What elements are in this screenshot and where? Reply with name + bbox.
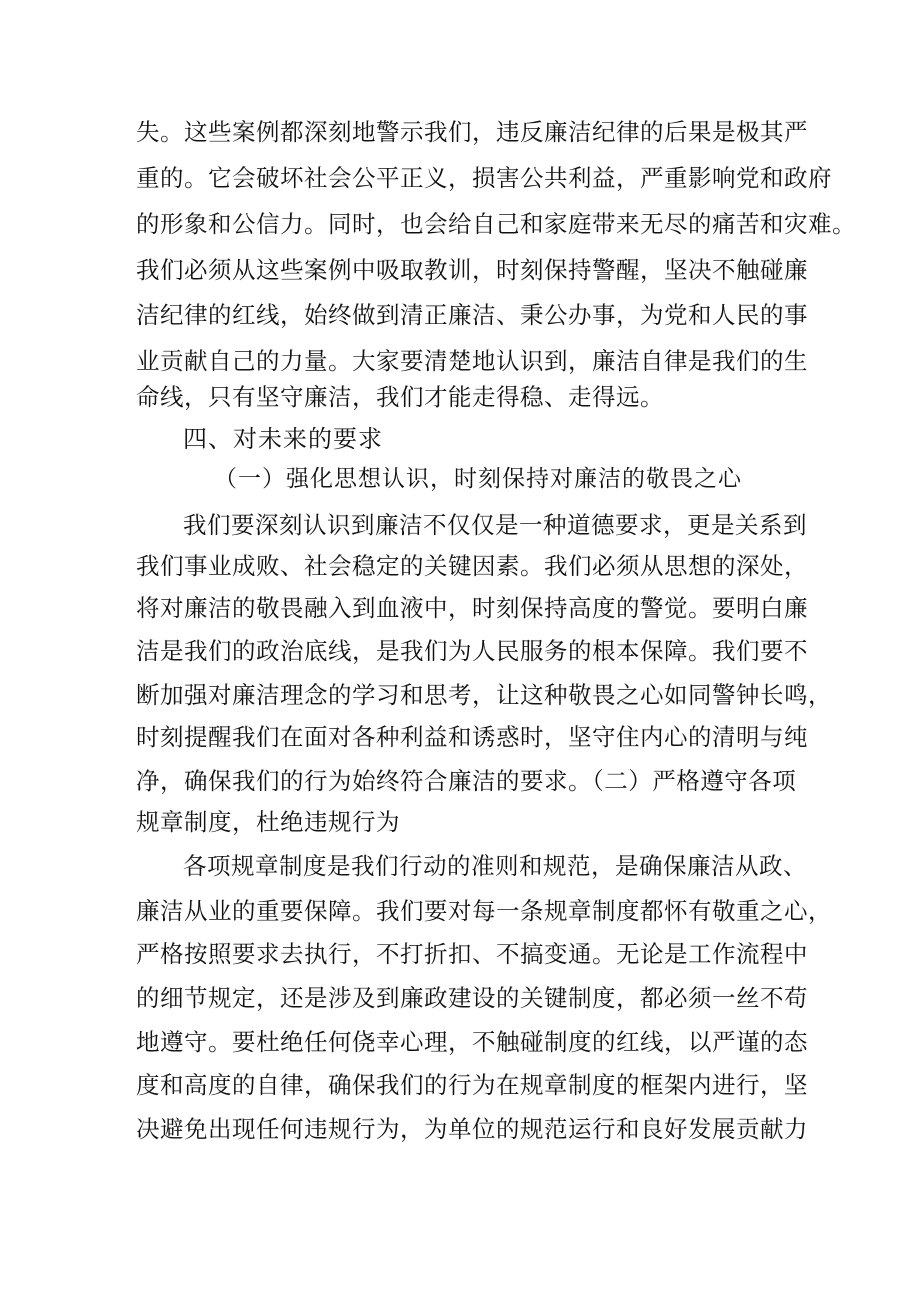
- text-line: 规章制度，杜绝违规行为: [136, 808, 400, 836]
- text-line: 廉洁从业的重要保障。我们要对每一条规章制度都怀有敬重之心，: [136, 897, 832, 925]
- text-line: 我们事业成败、社会稳定的关键因素。我们必须从思想的深处，: [136, 552, 808, 580]
- text-line: 地遵守。要杜绝任何侥幸心理，不触碰制度的红线，以严谨的态: [136, 1028, 808, 1056]
- text-line: 失。这些案例都深刻地警示我们，违反廉洁纪律的后果是极其严: [136, 118, 808, 146]
- text-line: 我们必须从这些案例中吸取教训，时刻保持警醒，坚决不触碰廉: [136, 256, 808, 284]
- text-line: 命线，只有坚守廉洁，我们才能走得稳、走得远。: [136, 383, 664, 411]
- text-line: 洁是我们的政治底线，是我们为人民服务的根本保障。我们要不: [136, 637, 808, 665]
- text-line: 我们要深刻认识到廉洁不仅仅是一种道德要求，更是关系到: [183, 511, 807, 539]
- text-line: 严格按照要求去执行，不打折扣、不搞变通。无论是工作流程中: [136, 940, 808, 968]
- text-line: 度和高度的自律，确保我们的行为在规章制度的框架内进行，坚: [136, 1071, 808, 1099]
- text-line: 重的。它会破坏社会公平正义，损害公共利益，严重影响党和政府: [136, 164, 832, 192]
- text-line: 业贡献自己的力量。大家要清楚地认识到，廉洁自律是我们的生: [136, 347, 808, 375]
- text-line: 时刻提醒我们在面对各种利益和诱惑时，坚守住内心的清明与纯: [136, 723, 808, 751]
- text-line: 净，确保我们的行为始终符合廉洁的要求。（二）严格遵守各项: [136, 767, 797, 795]
- text-line: 将对廉洁的敬畏融入到血液中，时刻保持高度的警觉。要明白廉: [136, 594, 808, 622]
- subsection-heading: （一）强化思想认识，时刻保持对廉洁的敬畏之心: [214, 466, 742, 492]
- text-line: 断加强对廉洁理念的学习和思考，让这种敬畏之心如同警钟长鸣，: [136, 681, 832, 709]
- text-line: 决避免出现任何违规行为，为单位的规范运行和良好发展贡献力: [136, 1115, 808, 1143]
- section-heading: 四、对未来的要求: [183, 425, 383, 453]
- text-line: 的细节规定，还是涉及到廉政建设的关键制度，都必须一丝不苟: [136, 984, 808, 1012]
- text-line: 的形象和公信力。同时，也会给自己和家庭带来无尽的痛苦和灾难。: [136, 210, 856, 238]
- text-line: 各项规章制度是我们行动的准则和规范，是确保廉洁从政、: [183, 852, 807, 880]
- text-line: 洁纪律的红线，始终做到清正廉洁、秉公办事，为党和人民的事: [136, 301, 808, 329]
